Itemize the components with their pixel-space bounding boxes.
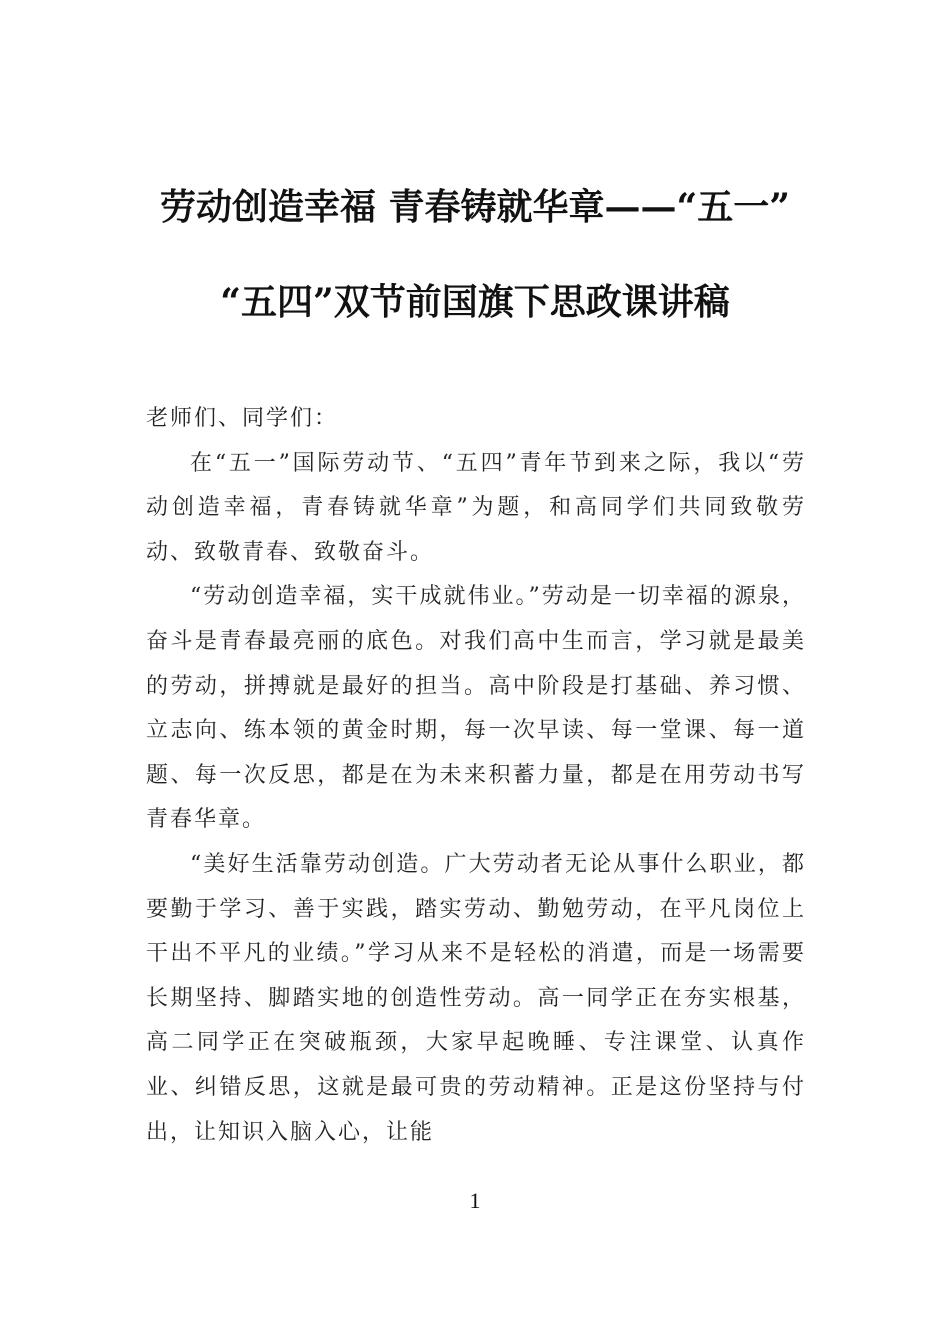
document-title: [100, 160, 850, 350]
title-line-1: 劳动创造幸福 青春铸就华章——“五一”: [160, 186, 790, 228]
salutation: 老师们、同学们：: [146, 406, 339, 431]
paragraph-2: “劳动创造幸福，实干成就伟业。”劳动是一切幸福的源泉，奋斗是青春最亮丽的底色。对我们高中生而言，学习就是最美的劳动，拼搏就是最好的担当。高中阶段是打基础、养习惯、立志向、练本领的黄金时期，每一次早读、每一堂课、每一道题、每一次反思，都是在为未来积蓄力量，都是在用劳动书写青春华章。: [146, 584, 806, 833]
page-number: 1: [469, 1188, 481, 1213]
document-body: [146, 397, 806, 1155]
paragraph-3: “美好生活靠劳动创造。广大劳动者无论从事什么职业，都要勤于学习、善于实践，踏实劳动、勤勉劳动，在平凡岗位上干出不平凡的业绩。”学习从来不是轻松的消遣，而是一场需要长期坚持、脚踏实地的创造性劳动。高一同学正在夯实根基，高二同学正在突破瓶颈，大家早起晚睡、专注课堂、认真作业、纠错反思，这就是最可贵的劳动精神。正是这份坚持与付出，让知识入脑入心，让能: [146, 851, 806, 1145]
paragraph-1: 在“五一”国际劳动节、“五四”青年节到来之际，我以“劳动创造幸福，青春铸就华章”为题，和高同学们共同致敬劳动、致敬青春、致敬奋斗。: [146, 450, 806, 565]
title-line-2: “五四”双节前国旗下思政课讲稿: [220, 281, 730, 323]
